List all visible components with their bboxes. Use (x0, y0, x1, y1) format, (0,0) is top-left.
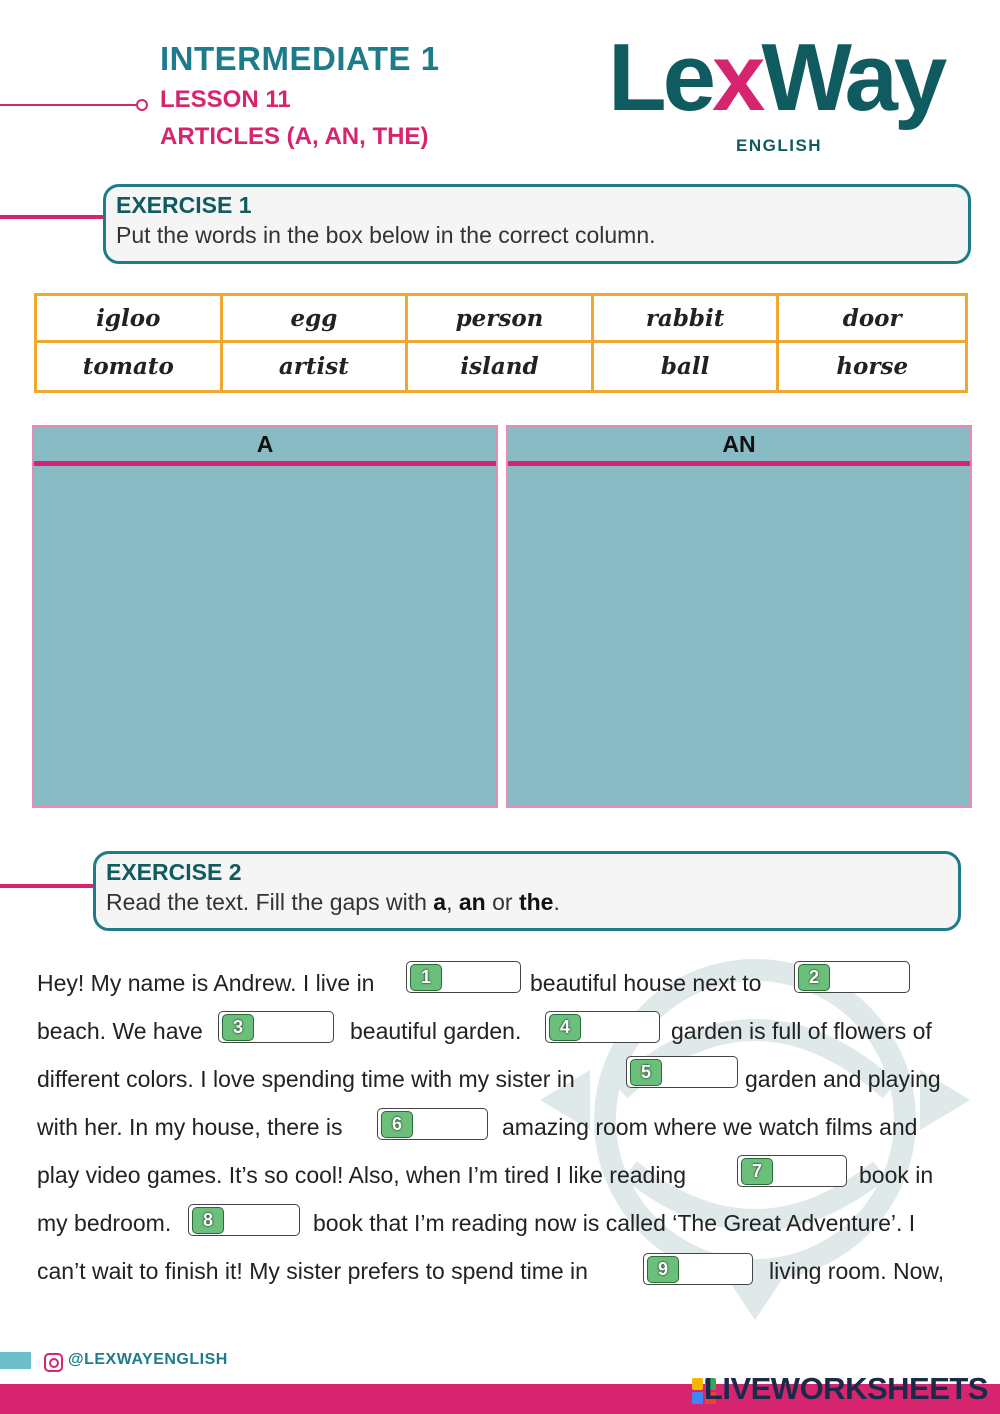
word-box (34, 293, 968, 393)
gap-number-badge: 8 (192, 1207, 224, 1234)
text-segment: book that I’m reading now is called ‘The Great Adventure’. I (313, 1210, 916, 1236)
option-an: an (458, 889, 486, 915)
column-an-header: AN (508, 427, 970, 466)
text-segment: beach. We have (37, 1018, 203, 1044)
instruction-text: Read the text. Fill the gaps with (106, 889, 434, 915)
word-card-ball[interactable]: ball (594, 343, 780, 390)
instagram-handle: @LEXWAYENGLISH (68, 1351, 228, 1368)
word-card-horse[interactable]: horse (836, 353, 909, 380)
word-card-door[interactable]: door (779, 296, 965, 343)
gap-number-badge: 2 (798, 964, 830, 991)
gap-number-badge: 1 (410, 964, 442, 991)
exercise2-decor-line (0, 884, 96, 888)
column-an-dropzone[interactable] (506, 425, 972, 808)
text-segment: with her. In my house, there is (37, 1114, 343, 1140)
gap-number-badge: 7 (741, 1158, 773, 1185)
text-segment: amazing room where we watch films and (502, 1114, 918, 1140)
exercise2-instruction (106, 886, 948, 918)
lesson-number: LESSON 11 (160, 86, 291, 113)
logo-text-le: Le (608, 24, 713, 131)
gap-number-badge: 3 (222, 1014, 254, 1041)
text-line-3 (37, 1066, 941, 1093)
course-level: INTERMEDIATE 1 (160, 40, 440, 77)
footer-accent (0, 1352, 31, 1369)
lesson-topic: ARTICLES (A, AN, THE) (160, 123, 429, 150)
exercise2-title: EXERCISE 2 (106, 859, 242, 885)
text-line-2 (37, 1018, 932, 1045)
word-card-rabbit[interactable]: rabbit (594, 296, 780, 343)
word-card-tomato[interactable]: tomato (37, 343, 223, 390)
gap-input-7[interactable] (737, 1155, 847, 1187)
option-the: the (518, 889, 554, 915)
gap-number-badge: 4 (549, 1014, 581, 1041)
instruction-end: . (553, 889, 560, 915)
gap-input-6[interactable] (377, 1108, 488, 1140)
text-line-7 (37, 1258, 945, 1285)
header-decor-dot (136, 99, 148, 111)
gap-number-badge: 6 (381, 1111, 413, 1138)
gap-input-5[interactable] (626, 1056, 738, 1088)
text-line-1 (37, 970, 762, 997)
gap-input-2[interactable] (794, 961, 910, 993)
text-segment: beautiful house next to (530, 970, 762, 996)
gap-input-9[interactable] (643, 1253, 753, 1285)
word-card-person[interactable]: person (408, 296, 594, 343)
text-segment: garden and playing (745, 1066, 941, 1092)
logo-text-x: x (712, 24, 762, 131)
liveworksheets-brand: LIVEWORKSHEETS (703, 1371, 988, 1406)
exercise1-header (103, 184, 971, 264)
text-line-6 (37, 1210, 916, 1237)
text-segment: garden is full of flowers of (671, 1018, 932, 1044)
text-segment: book in (859, 1162, 934, 1188)
option-a: a (433, 889, 447, 915)
logo-subtitle: ENGLISH (736, 136, 823, 155)
gap-number-badge: 9 (647, 1256, 679, 1283)
word-card-egg[interactable]: egg (223, 296, 409, 343)
lexway-logo (608, 24, 944, 131)
text-segment: beautiful garden. (350, 1018, 522, 1044)
instagram-icon (44, 1353, 63, 1372)
logo-text-way: Way (761, 24, 944, 131)
exercise1-decor-line (0, 215, 106, 219)
text-segment: different colors. I love spending time with my sister in (37, 1066, 575, 1092)
exercise1-instruction: Put the words in the box below in the correct column. (116, 222, 656, 248)
gap-number-badge: 5 (630, 1059, 662, 1086)
gap-input-4[interactable] (545, 1011, 660, 1043)
text-segment: play video games. It’s so cool! Also, when I’m tired I like reading (37, 1162, 687, 1188)
text-segment: my bedroom. (37, 1210, 172, 1236)
text-line-5 (37, 1162, 934, 1189)
text-segment: can’t wait to finish it! My sister prefers to spend time in (37, 1258, 588, 1284)
gap-input-1[interactable] (406, 961, 521, 993)
gap-input-8[interactable] (188, 1204, 300, 1236)
text-segment: Hey! My name is Andrew. I live in (37, 970, 375, 996)
instruction-sep-2: or (485, 889, 519, 915)
word-card-igloo[interactable]: igloo (37, 296, 223, 343)
instruction-sep-1: , (446, 889, 459, 915)
word-card-artist[interactable]: artist (223, 343, 409, 390)
exercise2-header (93, 851, 961, 931)
header-decor-line (0, 104, 136, 106)
gap-input-3[interactable] (218, 1011, 334, 1043)
column-a-header: A (34, 427, 496, 466)
column-a-dropzone[interactable] (32, 425, 498, 808)
word-card-island[interactable]: island (408, 343, 594, 390)
text-segment: living room. Now, (769, 1258, 945, 1284)
text-line-4 (37, 1114, 918, 1141)
exercise1-title: EXERCISE 1 (116, 192, 252, 218)
